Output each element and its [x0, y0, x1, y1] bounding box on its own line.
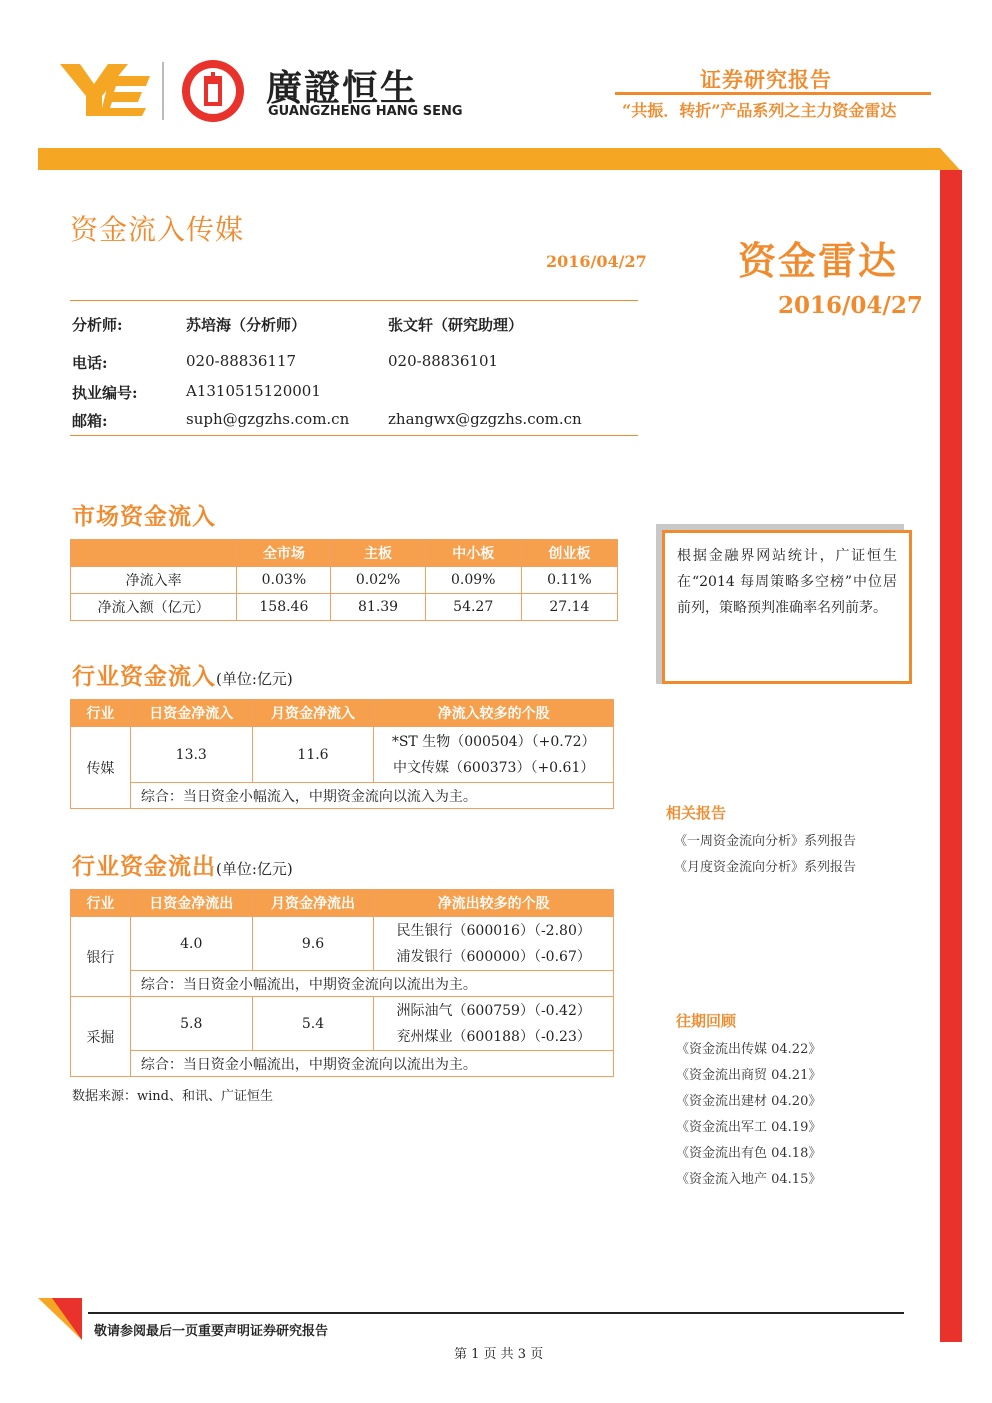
analyst1-license: A1310515120001	[186, 382, 321, 400]
label-analyst: 分析师:	[72, 316, 123, 334]
past-item-3[interactable]: 《资金流出建材 04.20》	[676, 1094, 822, 1109]
analyst1-email[interactable]: suph@gzgzhs.com.cn	[186, 410, 350, 428]
outflow-stock-1: 洲际油气（600759）（-0.42）	[396, 1002, 591, 1019]
seal-logo-icon	[180, 58, 246, 124]
outflow-stocks	[374, 997, 614, 1051]
logo-divider	[162, 62, 164, 120]
table-row	[71, 727, 614, 783]
outflow-daily: 5.8	[130, 997, 252, 1051]
outflow-stock-2: 浦发银行（600000）（-0.67）	[396, 948, 591, 965]
report-type: 证券研究报告	[700, 67, 832, 92]
analyst1-name: 苏培海（分析师）	[186, 316, 307, 334]
outflow-stock-2: 兖州煤业（600188）（-0.23）	[396, 1028, 591, 1045]
past-item-5[interactable]: 《资金流出有色 04.18》	[676, 1146, 822, 1161]
table-cell: 净流入额（亿元）	[71, 594, 237, 621]
outflow-header-monthly: 月资金净流出	[252, 890, 374, 917]
inflow-table	[70, 699, 614, 809]
footer-corner-icon	[38, 1296, 84, 1342]
outflow-industry: 银行	[71, 917, 131, 997]
table-cell: 净流入率	[71, 567, 237, 594]
outflow-summary: 综合：当日资金小幅流出，中期资金流向以流出为主。	[130, 971, 613, 997]
table-cell: 27.14	[521, 594, 617, 621]
market-title: 市场资金流入	[72, 503, 216, 530]
title-date: 2016/04/27	[546, 252, 647, 271]
outflow-industry: 采掘	[71, 997, 131, 1077]
past-item-1[interactable]: 《资金流出传媒 04.22》	[676, 1042, 822, 1057]
market-header-gem: 创业板	[521, 540, 617, 567]
related-item-1[interactable]: 《一周资金流向分析》系列报告	[674, 834, 857, 849]
outflow-stocks	[374, 917, 614, 971]
analyst-bottom-rule	[70, 435, 638, 436]
table-cell: 0.09%	[425, 567, 521, 594]
table-cell: 0.03%	[237, 567, 331, 594]
outflow-table	[70, 889, 614, 1077]
past-item-2[interactable]: 《资金流出商贸 04.21》	[676, 1068, 822, 1083]
inflow-header-monthly: 月资金净流入	[252, 700, 374, 727]
table-cell: 158.46	[237, 594, 331, 621]
table-cell: 81.39	[331, 594, 425, 621]
outflow-summary: 综合：当日资金小幅流出，中期资金流向以流出为主。	[130, 1051, 613, 1077]
market-header-main: 主板	[331, 540, 425, 567]
related-item-2[interactable]: 《月度资金流向分析》系列报告	[674, 860, 857, 875]
footer-rule	[88, 1312, 904, 1314]
analyst2-email[interactable]: zhangwx@gzgzhs.com.cn	[388, 410, 582, 428]
table-row	[71, 594, 618, 621]
outflow-unit: (单位:亿元)	[216, 860, 293, 878]
table-row	[71, 783, 614, 809]
table-row	[71, 971, 614, 997]
outflow-header-daily: 日资金净流出	[130, 890, 252, 917]
label-license: 执业编号:	[72, 384, 138, 402]
inflow-unit: (单位:亿元)	[216, 670, 293, 688]
inflow-monthly: 11.6	[252, 727, 374, 783]
page-number: 第 1 页 共 3 页	[454, 1347, 544, 1362]
inflow-title: 行业资金流入	[72, 663, 216, 690]
past-item-6[interactable]: 《资金流入地产 04.15》	[676, 1172, 822, 1187]
analyst-top-rule	[70, 300, 638, 301]
callout-box	[662, 530, 912, 684]
label-phone: 电话:	[72, 354, 108, 372]
analyst2-phone: 020-88836101	[388, 352, 499, 370]
side-title: 资金雷达	[738, 238, 899, 283]
table-row	[71, 997, 614, 1051]
outflow-header-industry: 行业	[71, 890, 131, 917]
page-title: 资金流入传媒	[70, 213, 245, 246]
market-header-empty	[71, 540, 237, 567]
outflow-monthly: 9.6	[252, 917, 374, 971]
table-row	[71, 1051, 614, 1077]
inflow-summary: 综合：当日资金小幅流入，中期资金流向以流入为主。	[130, 783, 613, 809]
callout-text: 根据金融界网站统计，广证恒生在“2014 每周策略多空榜”中位居前列，策略预判准确率名列前茅。	[677, 548, 897, 616]
inflow-stock-2: 中文传媒（600373）（+0.61）	[393, 759, 595, 776]
data-source: 数据来源：wind、和讯、广证恒生	[72, 1089, 273, 1104]
market-header-sme: 中小板	[425, 540, 521, 567]
inflow-daily: 13.3	[130, 727, 252, 783]
outflow-monthly: 5.4	[252, 997, 374, 1051]
side-date: 2016/04/27	[778, 292, 923, 319]
inflow-stocks	[374, 727, 614, 783]
table-cell: 0.11%	[521, 567, 617, 594]
market-header-all: 全市场	[237, 540, 331, 567]
side-red-bar	[940, 170, 962, 1342]
header-band	[38, 148, 960, 170]
label-email: 邮箱:	[72, 412, 108, 430]
inflow-header-daily: 日资金净流入	[130, 700, 252, 727]
brand-en: GUANGZHENG HANG SENG	[268, 104, 463, 119]
inflow-header-stocks: 净流入较多的个股	[374, 700, 614, 727]
brand-cn: 廣證恒生	[266, 68, 419, 109]
table-cell: 0.02%	[331, 567, 425, 594]
outflow-title: 行业资金流出	[72, 853, 216, 880]
outflow-heading	[72, 848, 293, 881]
series-name: “共振．转折”产品系列之主力资金雷达	[622, 101, 897, 120]
past-item-4[interactable]: 《资金流出军工 04.19》	[676, 1120, 822, 1135]
market-table	[70, 539, 618, 621]
past-title: 往期回顾	[676, 1012, 737, 1030]
inflow-heading	[72, 658, 293, 691]
header-rule	[615, 92, 931, 95]
related-title: 相关报告	[666, 804, 727, 822]
inflow-industry: 传媒	[71, 727, 131, 809]
table-row	[71, 567, 618, 594]
inflow-stock-1: *ST 生物（000504）（+0.72）	[391, 733, 596, 750]
table-row	[71, 917, 614, 971]
analyst1-phone: 020-88836117	[186, 352, 297, 370]
outflow-header-stocks: 净流出较多的个股	[374, 890, 614, 917]
yf-logo	[60, 62, 152, 118]
outflow-stock-1: 民生银行（600016）（-2.80）	[396, 922, 591, 939]
analyst2-name: 张文轩（研究助理）	[388, 316, 524, 334]
inflow-header-industry: 行业	[71, 700, 131, 727]
footer-disclaimer: 敬请参阅最后一页重要声明证券研究报告	[94, 1324, 329, 1339]
table-cell: 54.27	[425, 594, 521, 621]
outflow-daily: 4.0	[130, 917, 252, 971]
